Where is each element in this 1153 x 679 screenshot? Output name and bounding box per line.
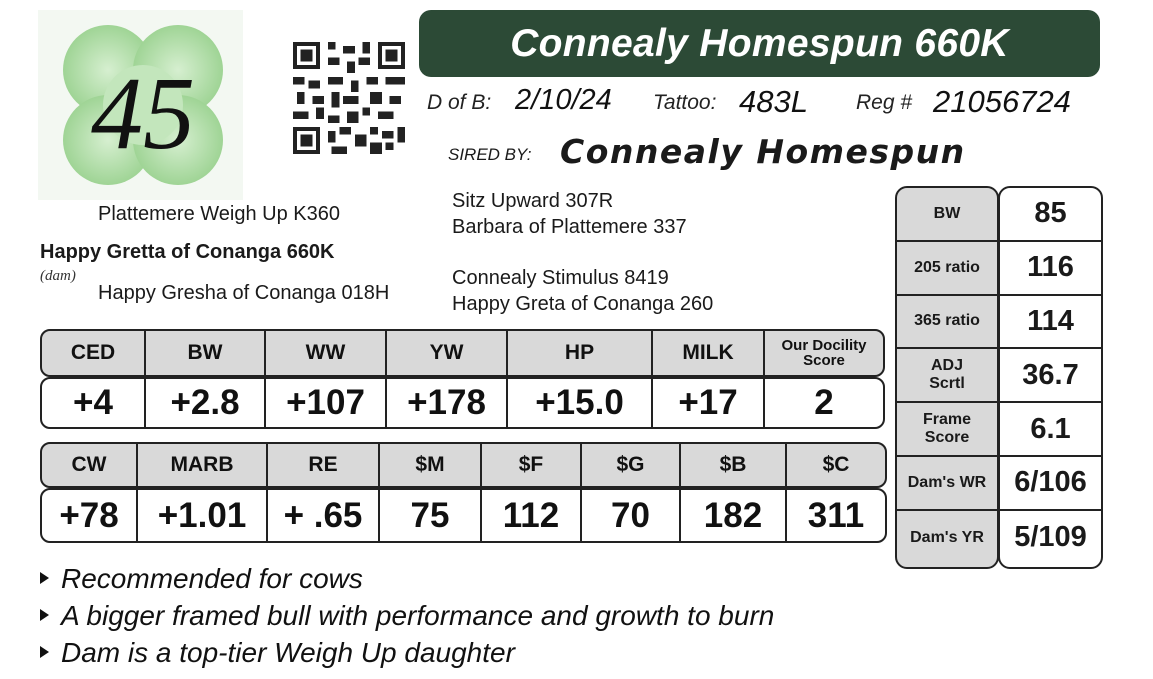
- value-ced: +4: [42, 379, 146, 427]
- lot-badge: [38, 10, 243, 200]
- pedigree-dam-dam: Happy Gresha of Conanga 018H: [98, 282, 390, 304]
- label-dams-wr-text: Dam's WR: [907, 473, 987, 491]
- pedigree-sire: Plattemere Weigh Up K360: [98, 203, 340, 225]
- header-docility: [765, 331, 883, 375]
- header-marb: MARB: [138, 444, 268, 486]
- label-adj-scrtl: [897, 349, 997, 403]
- header-b-index: $B: [681, 444, 787, 486]
- pedigree-sire-dam: Barbara of Plattemere 337: [452, 216, 687, 238]
- value-marb: +1.01: [138, 490, 268, 541]
- value-f-index: 112: [482, 490, 582, 541]
- value-dams-wr: 6/106: [1000, 457, 1101, 511]
- triangle-bullet-icon: [40, 646, 49, 658]
- header-milk: MILK: [653, 331, 765, 375]
- label-205-ratio: [897, 242, 997, 296]
- label-dams-yr: [897, 511, 997, 565]
- label-frame-score: [897, 403, 997, 457]
- header-re: RE: [268, 444, 380, 486]
- value-dams-yr: 5/109: [1014, 521, 1087, 554]
- animal-name: Connealy Homespun 660K: [510, 21, 1009, 65]
- header-bw: BW: [146, 331, 266, 375]
- animal-name-banner: [419, 10, 1100, 77]
- header-m-index: $M: [380, 444, 482, 486]
- triangle-bullet-icon: [40, 572, 49, 584]
- header-hp: HP: [508, 331, 653, 375]
- header-ww: WW: [266, 331, 387, 375]
- epd-table-carcass-header: [40, 442, 887, 488]
- performance-values: [998, 186, 1103, 569]
- dob-label: D of B:: [427, 91, 492, 114]
- header-ced: CED: [42, 331, 146, 375]
- value-b-index: 182: [681, 490, 787, 541]
- value-milk: +17: [653, 379, 765, 427]
- pedigree-dam-sire: Connealy Stimulus 8419: [452, 267, 669, 289]
- note-3: [40, 637, 515, 669]
- label-365-ratio: [897, 296, 997, 350]
- value-yw: +178: [387, 379, 508, 427]
- value-205-ratio: 116: [1000, 242, 1101, 296]
- tattoo-label: Tattoo:: [653, 91, 717, 114]
- qr-code-icon[interactable]: [290, 42, 408, 154]
- note-2-text: A bigger framed bull with performance and growth to burn: [61, 600, 775, 631]
- value-docility: 2: [814, 383, 834, 422]
- label-frame-line2: Score: [924, 429, 970, 447]
- triangle-bullet-icon: [40, 609, 49, 621]
- pedigree-sire-sire: Sitz Upward 307R: [452, 190, 614, 212]
- dob-value: 2/10/24: [515, 84, 612, 116]
- pedigree-dam-grandam: Happy Greta of Conanga 260: [452, 293, 714, 315]
- note-2: [40, 600, 774, 632]
- value-birth-weight: 85: [1000, 188, 1101, 242]
- epd-table-growth-values: [40, 377, 885, 429]
- header-g-index: $G: [582, 444, 681, 486]
- value-cw: +78: [42, 490, 138, 541]
- label-205-text: 205 ratio: [914, 258, 980, 276]
- value-adj-scrtl: 36.7: [1000, 349, 1101, 403]
- value-c-index: 311: [807, 495, 865, 535]
- label-bw-text: BW: [933, 204, 961, 222]
- label-dams-wr: [897, 457, 997, 511]
- header-c-index: $C: [822, 453, 850, 476]
- epd-table-carcass-values: [40, 488, 887, 543]
- value-m-index: 75: [380, 490, 482, 541]
- dam-label: (dam): [40, 268, 76, 284]
- epd-table-growth-header: [40, 329, 885, 377]
- performance-labels: [895, 186, 999, 569]
- performance-table: [895, 186, 1103, 569]
- header-yw: YW: [387, 331, 508, 375]
- header-docility-line2: Score: [803, 352, 845, 369]
- animal-info-row: [427, 84, 1107, 124]
- note-3-text: Dam is a top-tier Weigh Up daughter: [61, 637, 515, 668]
- reg-label: Reg #: [856, 91, 913, 114]
- label-bw: [897, 188, 997, 242]
- value-frame-score: 6.1: [1000, 403, 1101, 457]
- value-bw: +2.8: [146, 379, 266, 427]
- label-365-text: 365 ratio: [914, 312, 980, 330]
- sire-name: Connealy Homespun: [560, 132, 966, 171]
- note-1: [40, 563, 363, 595]
- reg-value: 21056724: [933, 84, 1071, 119]
- value-hp: +15.0: [508, 379, 653, 427]
- value-re: + .65: [268, 490, 380, 541]
- lot-number: 45: [91, 56, 195, 171]
- header-cw: CW: [42, 444, 138, 486]
- header-f-index: $F: [482, 444, 582, 486]
- label-adj-line2: Scrtl: [929, 375, 965, 393]
- note-1-text: Recommended for cows: [61, 563, 363, 594]
- tattoo-value: 483L: [739, 84, 808, 119]
- label-dams-yr-text: Dam's YR: [910, 528, 984, 546]
- value-g-index: 70: [582, 490, 681, 541]
- value-365-ratio: 114: [1000, 296, 1101, 350]
- sired-by-label: SIRED BY:: [448, 145, 532, 164]
- value-ww: +107: [266, 379, 387, 427]
- label-adj-line1: ADJ: [930, 357, 963, 375]
- pedigree-dam: Happy Gretta of Conanga 660K: [40, 241, 335, 263]
- header-docility-line1: Our Docility: [781, 337, 867, 354]
- label-frame-line1: Frame: [922, 411, 972, 429]
